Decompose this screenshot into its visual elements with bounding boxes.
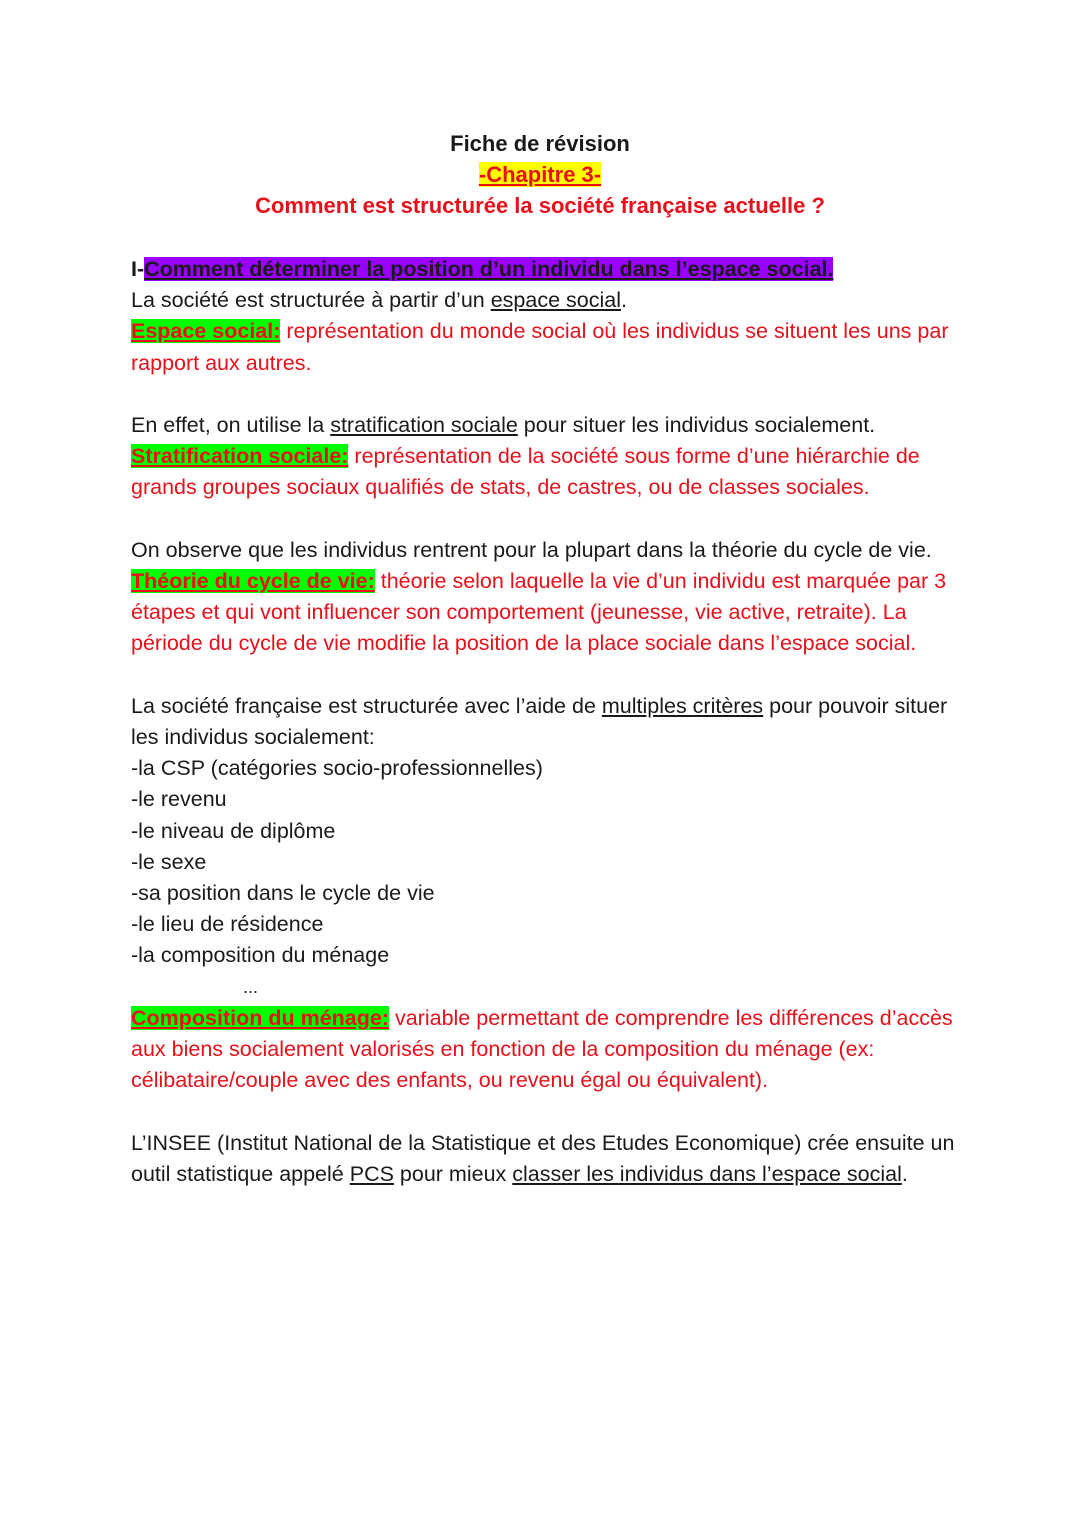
text-run: . [621, 288, 627, 313]
text-run: La société est structurée à partir d’un [131, 288, 491, 313]
definition-composition-menage [131, 1003, 961, 1097]
text-run: pour pouvoir situer les individus socialement: [131, 693, 948, 749]
text-run: . [901, 1161, 908, 1186]
chapter-highlight: -Chapitre 3- [478, 162, 602, 187]
paragraph: On observe que les individus rentrent pour la plupart dans la théorie du cycle de vie. [131, 537, 932, 562]
underlined-term: espace social [490, 288, 621, 313]
definition-text: représentation de la société sous forme d’une hiérarchie de grands groupes sociaux qualifiés de stats, de castres, ou de classes sociales. [131, 444, 920, 500]
document-title: Fiche de révision [450, 131, 630, 156]
paragraph [131, 1128, 961, 1190]
list-item: -la composition du ménage [131, 943, 390, 968]
section-heading [131, 254, 961, 285]
definition-text: théorie selon laquelle la vie d’un individu est marquée par 3 étapes et qui vont influencer son comportement (jeunesse, vie active, retraite). La période du cycle de vie modifie la position de la place sociale dans l’espace social. [131, 569, 947, 656]
definition-term: Espace social: [131, 319, 281, 344]
section-title: Comment déterminer la position d’un individu dans l’espace social. [144, 257, 834, 281]
underlined-term: stratification sociale [330, 413, 518, 437]
definition-cycle-de-vie [131, 566, 961, 660]
definition-text: variable permettant de comprendre les différences d’accès aux biens socialement valorisés en fonction de la composition du ménage (ex: célibataire/couple avec des enfants, ou revenu égal ou équivalent). [131, 1005, 953, 1093]
definition-stratification-sociale [131, 441, 961, 503]
underlined-term: classer les individus dans l’espace social [512, 1161, 902, 1186]
list-item: -la CSP (catégories socio-professionnelles) [131, 756, 543, 781]
paragraph [131, 285, 961, 316]
ellipsis: ... [243, 976, 259, 997]
definition-espace-social [131, 316, 961, 378]
list-item: -le niveau de diplôme [131, 818, 336, 843]
document-header [0, 128, 1080, 221]
text-run: pour situer les individus socialement. [517, 413, 876, 437]
definition-term: Théorie du cycle de vie: [131, 569, 375, 593]
text-run: En effet, on utilise la [131, 413, 331, 437]
underlined-term: multiples critères [601, 693, 764, 718]
list-item: -le lieu de résidence [131, 912, 324, 937]
paragraph [131, 410, 961, 441]
list-item: -sa position dans le cycle de vie [131, 881, 435, 906]
section-number: I- [131, 257, 145, 281]
text-run: La société française est structurée avec l’aide de [131, 693, 602, 718]
definition-term: Stratification sociale: [131, 444, 349, 469]
definition-text: représentation du monde social où les individus se situent les uns par rapport aux autres. [131, 319, 949, 375]
chapter-label [0, 159, 1080, 190]
document-body [131, 254, 961, 1190]
list-item: -le sexe [131, 849, 207, 874]
list-item: -le revenu [131, 787, 227, 812]
text-run: L’INSEE (Institut National de la Statistique et des Etudes Economique) crée ensuite un outil statistique appelé [131, 1130, 955, 1186]
paragraph [131, 691, 961, 753]
chapter-question: Comment est structurée la société française actuelle ? [255, 193, 825, 218]
text-run: pour mieux [393, 1161, 513, 1186]
definition-term: Composition du ménage: [131, 1005, 389, 1030]
underlined-term: PCS [349, 1161, 394, 1186]
